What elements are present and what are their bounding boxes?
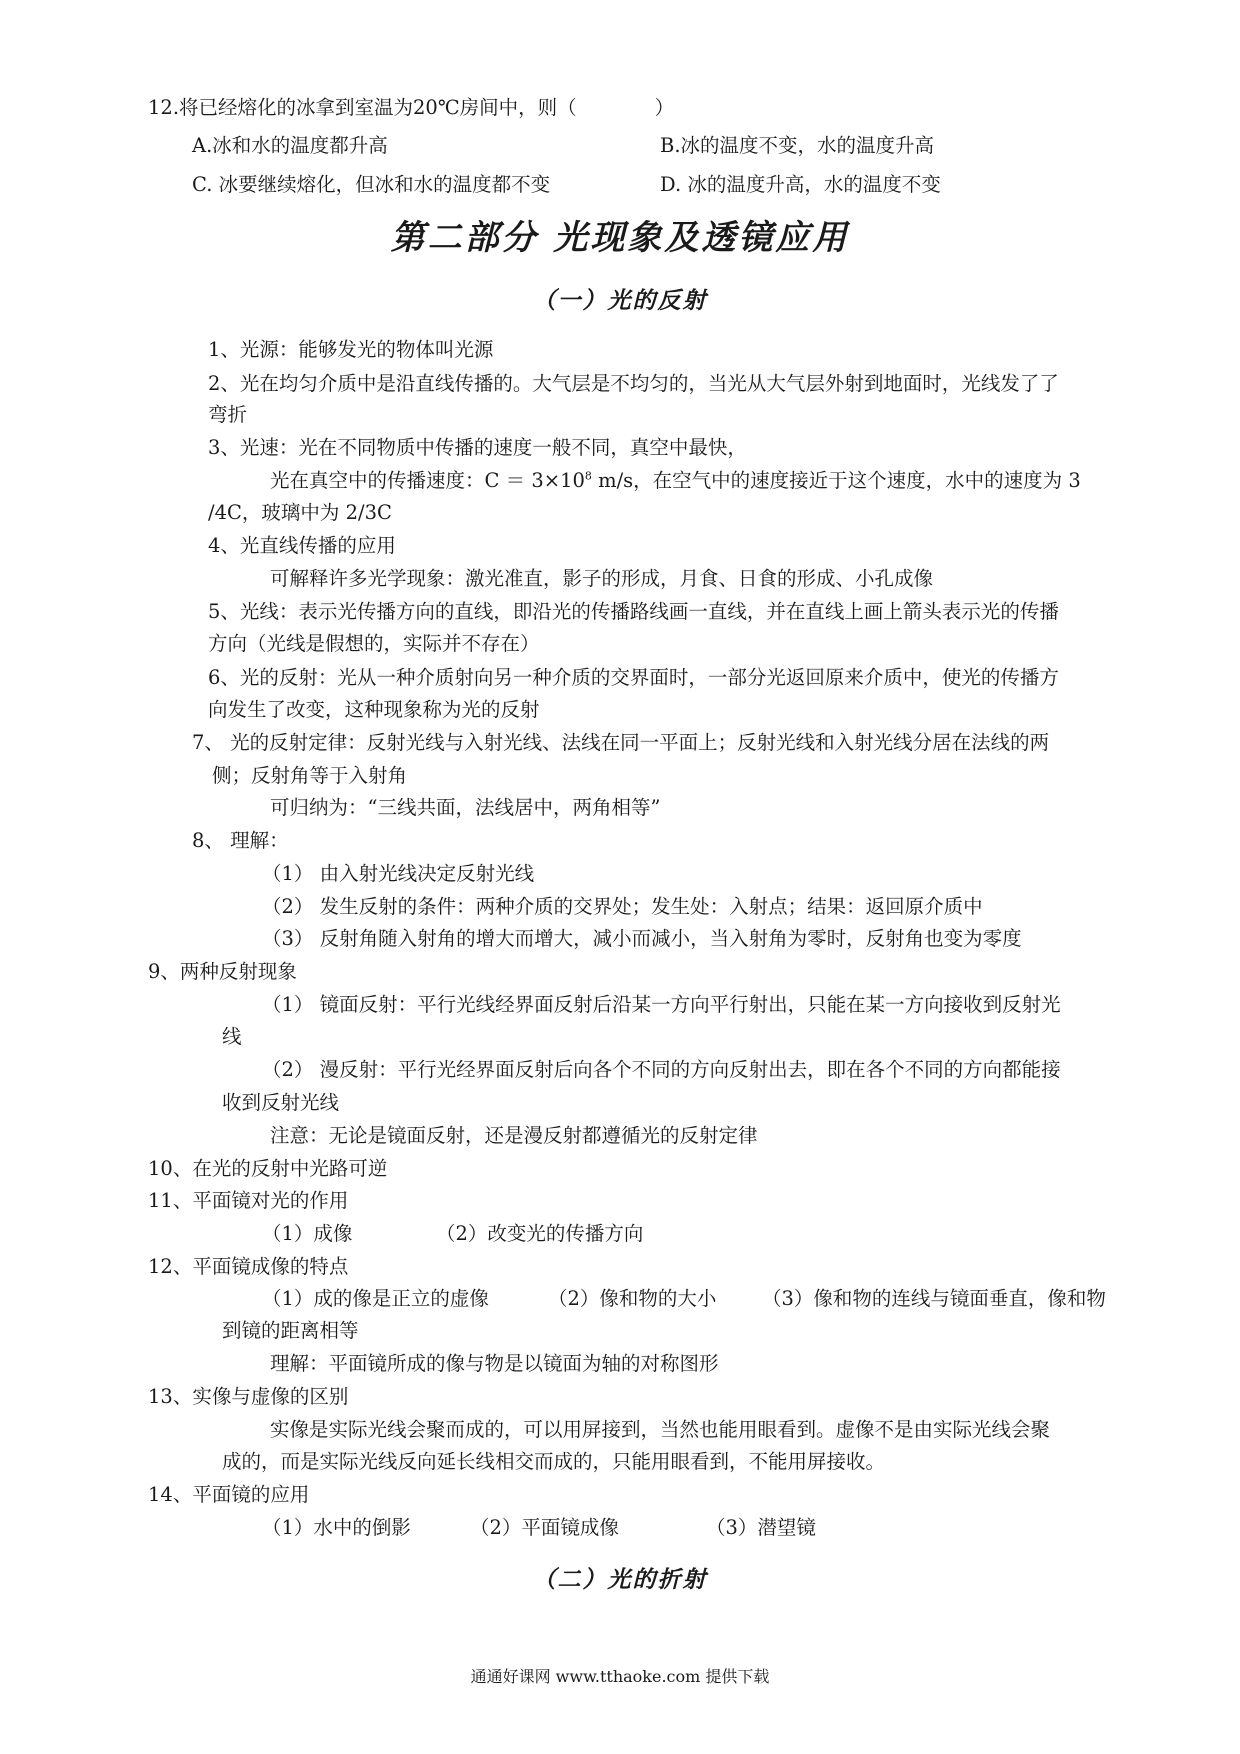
item-9-1: （1） 镜面反射：平行光线经界面反射后沿某一方向平行射出，只能在某一方向接收到反射光	[262, 993, 1061, 1016]
item-8-3: （3） 反射角随入射角的增大而增大，减小而减小，当入射角为零时，反射角也变为零度	[262, 927, 1022, 950]
option-c: C. 冰要继续熔化，但冰和水的温度都不变	[192, 173, 551, 196]
item-14-1: （1）水中的倒影	[262, 1516, 411, 1539]
item-14-3: （3）潜望镜	[706, 1516, 816, 1539]
item-12-3: （3）像和物的连线与镜面垂直，像和物	[762, 1287, 1106, 1310]
item-14-2: （2）平面镜成像	[470, 1516, 619, 1539]
part-title: 第二部分 光现象及透镜应用	[390, 218, 850, 258]
item-9-2: （2） 漫反射：平行光经界面反射后向各个不同的方向反射出去，即在各个不同的方向都能接	[262, 1058, 1061, 1081]
item-12-2: （2）像和物的大小	[548, 1287, 717, 1310]
item-11-1: （1）成像	[262, 1222, 353, 1245]
item-5: 5、光线：表示光传播方向的直线，即沿光的传播路线画一直线，并在直线上画上箭头表示光的传播	[208, 600, 1059, 623]
item-11-2: （2）改变光的传播方向	[436, 1222, 644, 1245]
item-2: 2、光在均匀介质中是沿直线传播的。大气层是不均匀的，当光从大气层外射到地面时，光线发了了	[208, 372, 1059, 395]
item-9-note: 注意：无论是镜面反射，还是漫反射都遵循光的反射定律	[270, 1124, 758, 1147]
item-13: 13、实像与虚像的区别	[148, 1385, 349, 1408]
item-2-cont: 弯折	[208, 403, 248, 426]
item-6: 6、光的反射：光从一种介质射向另一种介质的交界面时，一部分光返回原来介质中，使光的传播方	[208, 666, 1059, 689]
item-10: 10、在光的反射中光路可逆	[148, 1157, 388, 1180]
section-title-refraction: （二）光的折射	[532, 1566, 708, 1593]
item-13-desc: 实像是实际光线会聚而成的，可以用屏接到，当然也能用眼看到。虚像不是由实际光线会聚	[270, 1418, 1051, 1441]
item-8-2: （2） 发生反射的条件：两种介质的交界处；发生处：入射点；结果：返回原介质中	[262, 895, 983, 918]
item-6-cont: 向发生了改变，这种现象称为光的反射	[208, 698, 540, 721]
item-8: 8、 理解：	[192, 829, 289, 852]
option-b: B.冰的温度不变，水的温度升高	[660, 134, 935, 157]
option-a: A.冰和水的温度都升高	[192, 134, 388, 157]
item-11: 11、平面镜对光的作用	[148, 1189, 349, 1212]
item-9: 9、两种反射现象	[148, 960, 297, 983]
item-9-2-cont: 收到反射光线	[222, 1091, 340, 1114]
item-3-speed: 光在真空中的传播速度：$C = 3\times 10^8$ m/s，在空气中的速度接近于这个速度，水中的速度为 3	[270, 469, 1081, 492]
item-7-cont: 侧；反射角等于入射角	[212, 764, 408, 787]
item-13-cont: 成的，而是实际光线反向延长线相交而成的，只能用眼看到，不能用屏接收。	[222, 1450, 886, 1473]
item-4-desc: 可解释许多光学现象：激光准直，影子的形成，月食、日食的形成、小孔成像	[270, 567, 934, 590]
item-3: 3、光速：光在不同物质中传播的速度一般不同，真空中最快，	[208, 436, 747, 459]
item-8-1: （1） 由入射光线决定反射光线	[262, 862, 535, 885]
page-footer: 通通好课网 www.tthaoke.com 提供下载	[470, 1667, 770, 1686]
item-9-1-cont: 线	[222, 1025, 242, 1048]
item-5-cont: 方向（光线是假想的，实际并不存在）	[208, 632, 540, 655]
section-title-reflection: （一）光的反射	[532, 287, 708, 314]
item-4: 4、光直线传播的应用	[208, 534, 396, 557]
question-stem: 12.将已经熔化的冰拿到室温为20℃房间中，则（ ）	[148, 96, 675, 119]
item-12-1: （1）成的像是正立的虚像	[262, 1287, 489, 1310]
item-12-note: 理解：平面镜所成的像与物是以镜面为轴的对称图形	[270, 1352, 719, 1375]
item-14: 14、平面镜的应用	[148, 1483, 310, 1506]
item-1: 1、光源：能够发光的物体叫光源	[208, 338, 494, 361]
item-7-summary: 可归纳为：“三线共面，法线居中，两角相等”	[270, 796, 661, 819]
item-12: 12、平面镜成像的特点	[148, 1255, 349, 1278]
item-3-cont: /4C，玻璃中为 2/3C	[208, 501, 392, 524]
item-7: 7、 光的反射定律：反射光线与入射光线、法线在同一平面上；反射光线和入射光线分居在法线的两	[192, 731, 1050, 754]
option-d: D. 冰的温度升高，水的温度不变	[660, 173, 941, 196]
item-12-cont: 到镜的距离相等	[222, 1319, 359, 1342]
